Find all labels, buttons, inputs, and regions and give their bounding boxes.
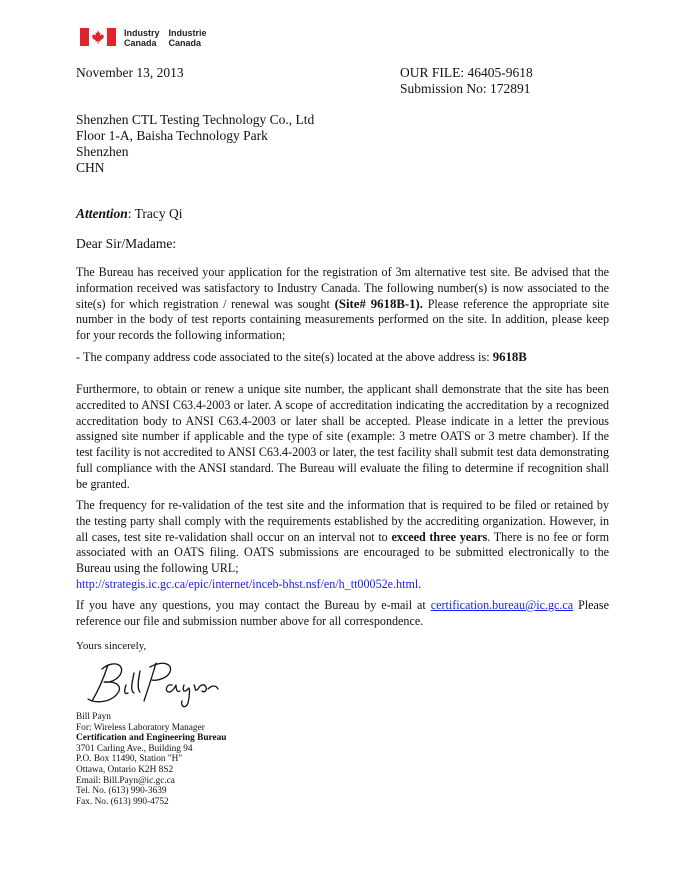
paragraph-contact	[76, 598, 609, 630]
revalidation-interval: exceed three years	[391, 529, 488, 544]
dept-en-line1: Industry	[124, 28, 160, 38]
dept-fr-line2: Canada	[168, 38, 202, 48]
para2-text: - The company address code associated to the site(s) located at the above address is:	[76, 350, 493, 364]
paragraph-address-code	[76, 350, 609, 366]
bureau-email-link[interactable]: certification.bureau@ic.gc.ca	[430, 598, 574, 612]
para5-text-b: Please reference our file and submission number above for all correspondence.	[76, 598, 609, 628]
signatory-email: Email: Bill.Payn@ic.gc.ca	[76, 775, 175, 786]
file-reference: OUR FILE: 46405-9618	[400, 65, 533, 80]
attention-name: : Tracy Qi	[127, 206, 183, 221]
closing: Yours sincerely,	[76, 640, 147, 652]
paragraph-registration	[76, 265, 609, 344]
salutation: Dear Sir/Madame:	[76, 236, 177, 251]
handwritten-signature	[80, 655, 230, 715]
recipient-address	[76, 112, 314, 176]
recipient-street: Floor 1-A, Baisha Technology Park	[76, 128, 268, 143]
recipient-company: Shenzhen CTL Testing Technology Co., Ltd	[76, 112, 315, 127]
signatory-title: For: Wireless Laboratory Manager	[76, 722, 205, 733]
signatory-fax: Fax. No. (613) 990-4752	[76, 796, 169, 807]
recipient-country: CHN	[76, 160, 105, 175]
attention-label: Attention	[76, 206, 128, 221]
paragraph-accreditation: Furthermore, to obtain or renew a unique site number, the applicant shall demonstrate that the site has been accredited to ANSI C63.4-2003 or later. A scope of accreditation indicating the accreditation by a recognized accreditation body to ANSI C63.4-2003 or later shall be accepted. Please indicate in a letter the previous assigned site number if applicable and the type of site (example: 3 metre OATS or 3 metre chamber). If the test facility is not accredited to ANSI C63.4-2003 or later, the test facility shall submit test data demonstrating full compliance with the ANSI standard. The Bureau will evaluate the filing to determine if recognition shall be granted.	[76, 382, 609, 491]
signatory-org: Certification and Engineering Bureau	[76, 733, 227, 744]
industry-canada-logo	[80, 28, 216, 48]
para5-text-a: If you have any questions, you may contact the Bureau by e-mail at	[76, 598, 431, 612]
signatory-block	[76, 712, 226, 807]
oats-url-link[interactable]: http://strategis.ic.gc.ca/epic/internet/inceb-bhst.nsf/en/h_tt00052e.html	[76, 576, 419, 591]
dept-fr-line1: Industrie	[168, 28, 207, 38]
attention-line	[76, 206, 183, 222]
para1-text-a: The Bureau has received your application for the registration of 3m alternative test site. Be advised that the information received was satisfactory to Industry Canada. The following number(s) is now associated to the site(s) for which registration / renewal was sought	[76, 265, 609, 311]
dept-en-line2: Canada	[124, 38, 157, 48]
signatory-tel: Tel. No. (613) 990-3639	[76, 786, 167, 797]
signatory-addr3: Ottawa, Ontario K2H 8S2	[76, 764, 174, 775]
signatory-addr2: P.O. Box 11490, Station "H"	[76, 754, 183, 765]
canada-flag-icon	[80, 28, 116, 46]
para4-text-a: The frequency for re-validation of the test site and the information that is required to be filed or retained by the testing party shall comply with the requirements established by the accrediting organization. However, in all cases, test site re-validation shall occur on an interval not to	[76, 498, 609, 544]
para1-text-b: Please reference the appropriate site number in the body of test reports containing measurements performed on the site. In addition, please keep for your records the following information;	[76, 296, 609, 343]
letter-date: November 13, 2013	[76, 65, 184, 80]
signatory-addr1: 3701 Carling Ave., Building 94	[76, 743, 193, 754]
url-period: .	[418, 576, 422, 591]
site-number: (Site# 9618B-1).	[334, 296, 423, 311]
company-address-code: 9618B	[492, 350, 527, 364]
submission-number: Submission No: 172891	[400, 81, 531, 96]
recipient-city: Shenzhen	[76, 144, 129, 159]
para4-text-b: . There is no fee or form associated with an OATS filing. OATS submissions are encouraged to be submitted electronically to the Bureau using the following URL;	[76, 529, 609, 576]
signatory-name: Bill Payn	[76, 712, 111, 722]
paragraph-revalidation	[76, 498, 609, 593]
